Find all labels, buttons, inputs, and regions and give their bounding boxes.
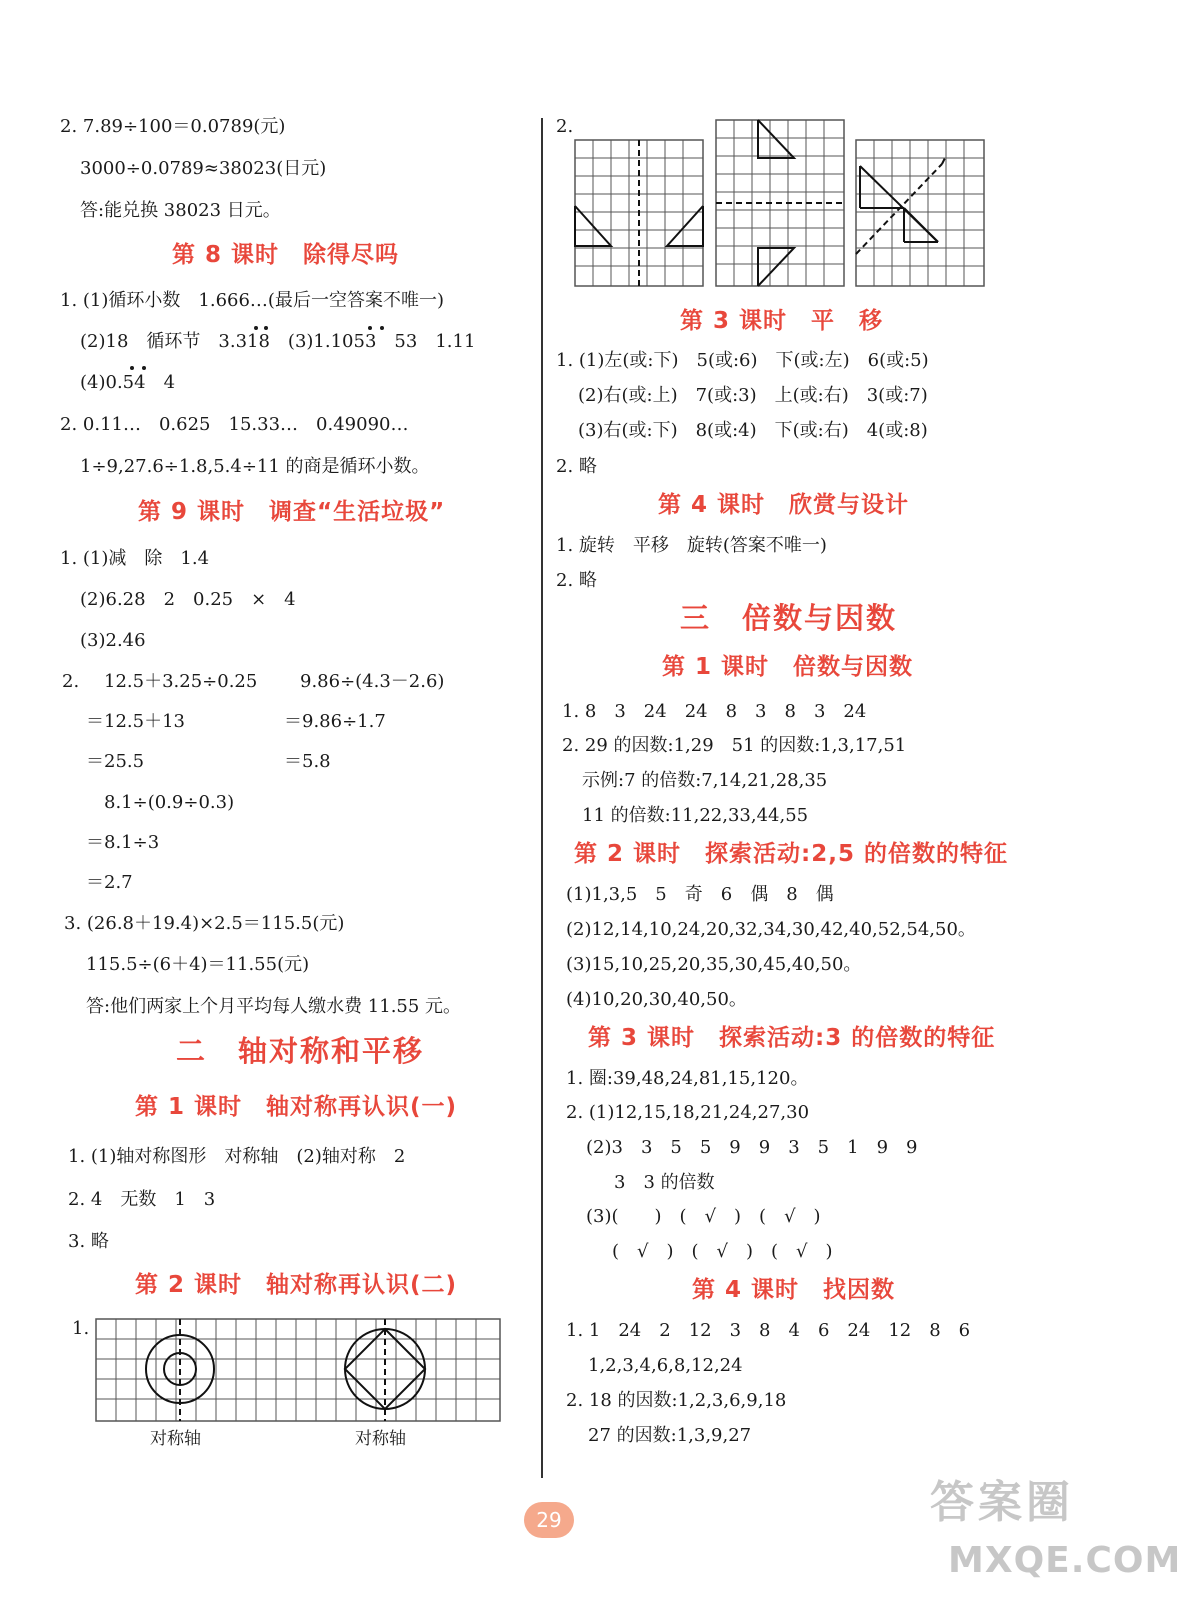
answer-line: ＝12.5＋13 xyxy=(86,711,185,732)
answer-line: 3000÷0.0789≈38023(日元) xyxy=(80,158,327,179)
lesson-heading: 第 8 课时 除得尽吗 xyxy=(172,242,400,268)
answer-line: 2. 29 的因数:1,29 51 的因数:1,3,17,51 xyxy=(562,735,907,756)
repeating-dot xyxy=(380,326,384,330)
answer-line: 3 3 的倍数 xyxy=(614,1172,715,1193)
answer-line: (2)18 循环节 3.318 (3)1.1053 53 1.11 xyxy=(80,331,476,352)
lesson-heading: 第 2 课时 探索活动:2,5 的倍数的特征 xyxy=(574,841,1008,867)
answer-line: ( √ ) ( √ ) ( √ ) xyxy=(612,1241,833,1262)
answer-line: (2)右(或:上) 7(或:3) 上(或:右) 3(或:7) xyxy=(578,385,928,406)
symmetry-grid-figure xyxy=(95,1318,501,1422)
answer-line: 1. (1)轴对称图形 对称轴 (2)轴对称 2 xyxy=(68,1146,406,1167)
answer-line: 答:他们两家上个月平均每人缴水费 11.55 元。 xyxy=(86,996,462,1017)
answer-line: (3)15,10,25,20,35,30,45,40,50。 xyxy=(566,954,862,975)
answer-line: (1)1,3,5 5 奇 6 偶 8 偶 xyxy=(566,884,834,905)
answer-line: 1. (1)左(或:下) 5(或:6) 下(或:左) 6(或:5) xyxy=(556,350,929,371)
axis-caption: 对称轴 xyxy=(355,1429,406,1449)
lesson-heading: 第 4 课时 欣赏与设计 xyxy=(658,492,910,518)
answer-line: (2)12,14,10,24,20,32,34,30,42,40,52,54,50。 xyxy=(566,919,976,940)
answer-line: ＝25.5 xyxy=(86,751,145,772)
answer-line: 1. (1)循环小数 1.666…(最后一空答案不唯一) xyxy=(60,290,444,311)
answer-line: 1. 1 24 2 12 3 8 4 6 24 12 8 6 xyxy=(566,1320,971,1341)
repeating-dot xyxy=(130,366,134,370)
answer-line: (4)10,20,30,40,50。 xyxy=(566,989,747,1010)
answer-line: 12.5＋3.25÷0.25 xyxy=(104,671,258,692)
answer-line: ＝5.8 xyxy=(284,751,331,772)
answer-line: 2. 18 的因数:1,2,3,6,9,18 xyxy=(566,1390,787,1411)
answer-line: 3. (26.8＋19.4)×2.5＝115.5(元) xyxy=(64,913,345,934)
lesson-heading: 第 1 课时 轴对称再认识(一) xyxy=(135,1094,458,1120)
lesson-heading: 第 1 课时 倍数与因数 xyxy=(662,654,914,680)
watermark-url: MXQE.COM xyxy=(948,1540,1181,1581)
lesson-heading: 第 2 课时 轴对称再认识(二) xyxy=(135,1272,458,1298)
answer-line: (3)( ) ( √ ) ( √ ) xyxy=(586,1206,821,1227)
answer-line: (2)3 3 5 5 9 9 3 5 1 9 9 xyxy=(586,1137,918,1158)
repeating-dot xyxy=(254,326,258,330)
page-number: 29 xyxy=(524,1502,574,1538)
answer-line: 1. 圈:39,48,24,81,15,120。 xyxy=(566,1068,809,1089)
answer-line: 27 的因数:1,3,9,27 xyxy=(588,1425,752,1446)
answer-line: ＝2.7 xyxy=(86,872,133,893)
repeating-dot xyxy=(264,326,268,330)
answer-line: 1. xyxy=(72,1318,90,1339)
column-divider xyxy=(541,118,543,1478)
answer-line: 2. 0.11… 0.625 15.33… 0.49090… xyxy=(60,414,409,435)
answer-line: ＝8.1÷3 xyxy=(86,832,160,853)
answer-line: 1,2,3,4,6,8,12,24 xyxy=(588,1355,743,1376)
answer-line: (2)6.28 2 0.25 × 4 xyxy=(80,589,296,610)
axis-caption: 对称轴 xyxy=(150,1429,201,1449)
answer-line: 示例:7 的倍数:7,14,21,28,35 xyxy=(582,770,828,791)
answer-line: 2. xyxy=(62,671,80,692)
answer-line: 1. (1)减 除 1.4 xyxy=(60,548,210,569)
answer-line: 8.1÷(0.9÷0.3) xyxy=(104,792,235,813)
repeating-dot xyxy=(142,366,146,370)
answer-line: 3. 略 xyxy=(68,1231,109,1252)
answer-line: 2. 4 无数 1 3 xyxy=(68,1189,216,1210)
translation-grid-figures xyxy=(574,118,986,290)
lesson-heading: 第 4 课时 找因数 xyxy=(692,1277,896,1303)
answer-line: 2. 略 xyxy=(556,570,597,591)
watermark-logo: 答案圈 xyxy=(930,1477,1074,1528)
unit-heading: 三 倍数与因数 xyxy=(680,601,898,635)
answer-line: 2. 略 xyxy=(556,456,597,477)
answer-line: 9.86÷(4.3－2.6) xyxy=(300,671,445,692)
answer-line: (3)2.46 xyxy=(80,630,146,651)
answer-line: (4)0.54 4 xyxy=(80,372,176,393)
lesson-heading: 第 9 课时 调查“生活垃圾” xyxy=(138,499,446,525)
answer-line: 2. xyxy=(556,116,574,137)
answer-line: 1. 8 3 24 24 8 3 8 3 24 xyxy=(562,701,867,722)
answer-line: 1÷9,27.6÷1.8,5.4÷11 的商是循环小数。 xyxy=(80,456,430,477)
repeating-dot xyxy=(368,326,372,330)
answer-line: 11 的倍数:11,22,33,44,55 xyxy=(582,805,809,826)
answer-line: ＝9.86÷1.7 xyxy=(284,711,386,732)
unit-heading: 二 轴对称和平移 xyxy=(176,1034,425,1068)
answer-line: (3)右(或:下) 8(或:4) 下(或:右) 4(或:8) xyxy=(578,420,928,441)
answer-line: 2. (1)12,15,18,21,24,27,30 xyxy=(566,1102,810,1123)
answer-line: 1. 旋转 平移 旋转(答案不唯一) xyxy=(556,535,827,556)
answer-line: 2. 7.89÷100＝0.0789(元) xyxy=(60,116,286,137)
answer-line: 115.5÷(6＋4)＝11.55(元) xyxy=(86,954,310,975)
lesson-heading: 第 3 课时 探索活动:3 的倍数的特征 xyxy=(588,1025,996,1051)
lesson-heading: 第 3 课时 平 移 xyxy=(680,308,884,334)
answer-line: 答:能兑换 38023 日元。 xyxy=(80,200,281,221)
